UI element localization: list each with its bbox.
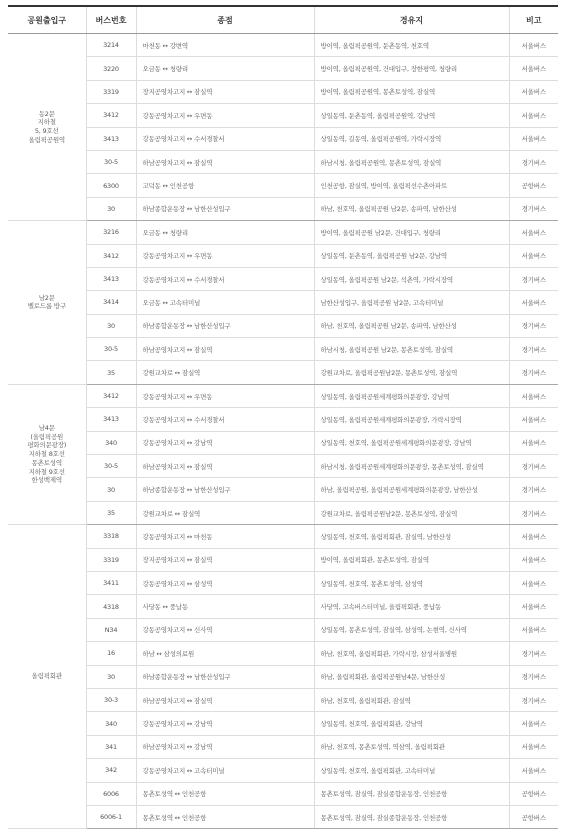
table-row	[8, 197, 558, 220]
via-cell: 방이역, 올림픽공원역, 건대입구, 장한평역, 청량리	[314, 57, 509, 80]
note-cell: 서울버스	[509, 548, 558, 571]
note-cell: 경기버스	[509, 361, 558, 384]
table-row	[8, 665, 558, 688]
via-cell: 하남시청, 올림픽공원역, 몽촌토성역, 잠실역	[314, 150, 509, 173]
terminal-cell: 강동공영차고지 ↔ 마천동	[136, 525, 314, 548]
note-cell: 서울버스	[509, 571, 558, 594]
table-row	[8, 618, 558, 641]
bus-number-cell: 3319	[86, 80, 136, 103]
bus-number-cell: 6006	[86, 782, 136, 805]
via-cell: 하남, 천호역, 올림픽공원 남2문, 송파역, 남한산성	[314, 197, 509, 220]
gate-line: 5, 9호선	[34, 127, 59, 136]
note-cell: 서울버스	[509, 712, 558, 735]
bus-number-cell: 3411	[86, 571, 136, 594]
bus-number-cell: 30-5	[86, 338, 136, 361]
bus-route-table	[8, 5, 558, 829]
via-cell: 하남, 올림픽공원, 올림픽공원세계평화의문광장, 남한산성	[314, 478, 509, 501]
note-cell: 공항버스	[509, 174, 558, 197]
via-cell: 상일동역, 올림픽공원세계평화의문광장, 가락시장역	[314, 408, 509, 431]
bus-number-cell: 30-5	[86, 150, 136, 173]
terminal-cell: 고덕동 ↔ 인천공항	[136, 174, 314, 197]
terminal-cell: 하남공영차고지 ↔ 잠실역	[136, 338, 314, 361]
table-row	[8, 805, 558, 828]
via-cell: 남한산성입구, 올림픽공원 남2문, 고속터미널	[314, 291, 509, 314]
table-row	[8, 104, 558, 127]
table-row	[8, 548, 558, 571]
table-row	[8, 478, 558, 501]
gate-line: 평화의문광장)	[27, 441, 67, 450]
table-body	[8, 34, 558, 829]
table-row	[8, 525, 558, 548]
note-cell: 서울버스	[509, 525, 558, 548]
via-cell: 상일동역, 길동역, 올림픽공원역, 가락시장역	[314, 127, 509, 150]
bus-number-cell: 3412	[86, 244, 136, 267]
gate-line: 지하철	[37, 118, 56, 127]
bus-number-cell: 35	[86, 501, 136, 524]
terminal-cell: 강동공영차고지 ↔ 강남역	[136, 712, 314, 735]
note-cell: 공항버스	[509, 805, 558, 828]
table-row	[8, 291, 558, 314]
note-cell: 서울버스	[509, 244, 558, 267]
note-cell: 서울버스	[509, 34, 558, 57]
terminal-cell: 하남 ↔ 삼성의료원	[136, 642, 314, 665]
via-cell: 상일동역, 올림픽공원 남2문, 석촌역, 가락시장역	[314, 267, 509, 290]
bus-number-cell: 3414	[86, 291, 136, 314]
table-row	[8, 314, 558, 337]
note-cell: 서울버스	[509, 57, 558, 80]
table-row	[8, 221, 558, 244]
terminal-cell: 강원교차로 ↔ 잠실역	[136, 501, 314, 524]
gate-line: 벨로드롬 방구	[27, 302, 66, 311]
via-cell: 하남, 천호역, 올림픽공원 남2문, 송파역, 남한산성	[314, 314, 509, 337]
terminal-cell: 강동공영차고지 ↔ 고속터미널	[136, 759, 314, 782]
terminal-cell: 하남종합운동장 ↔ 남한산성입구	[136, 314, 314, 337]
table-row	[8, 735, 558, 758]
table-row	[8, 384, 558, 407]
via-cell: 몽촌토성역, 잠실역, 잠실종합운동장, 인천공항	[314, 805, 509, 828]
table-row	[8, 431, 558, 454]
terminal-cell: 강동공영차고지 ↔ 삼성역	[136, 571, 314, 594]
gate-cell	[8, 34, 86, 221]
terminal-cell: 하남종합운동장 ↔ 남한산성입구	[136, 665, 314, 688]
header-gate: 공원출입구	[8, 6, 86, 34]
via-cell: 하남시청, 올림픽공원세계평화의문광장, 몽촌토성역, 잠실역	[314, 455, 509, 478]
table-row	[8, 338, 558, 361]
gate-line: 올림픽공원역	[28, 135, 65, 144]
bus-number-cell: 3319	[86, 548, 136, 571]
terminal-cell: 오금동 ↔ 청량리	[136, 57, 314, 80]
note-cell: 경기버스	[509, 688, 558, 711]
via-cell: 상일동역, 천호역, 올림픽회관, 강남역	[314, 712, 509, 735]
via-cell: 상일동역, 둔촌동역, 올림픽공원 남2문, 강남역	[314, 244, 509, 267]
terminal-cell: 강동공영차고지 ↔ 수서경찰서	[136, 127, 314, 150]
bus-number-cell: 3413	[86, 408, 136, 431]
note-cell: 경기버스	[509, 338, 558, 361]
table-row	[8, 244, 558, 267]
gate-line: (올림픽공원	[30, 432, 64, 441]
table-row	[8, 150, 558, 173]
gate-line: 남4문	[38, 423, 55, 432]
terminal-cell: 하남종합운동장 ↔ 남한산성입구	[136, 478, 314, 501]
terminal-cell: 하남공영차고지 ↔ 잠실역	[136, 455, 314, 478]
note-cell: 서울버스	[509, 127, 558, 150]
bus-number-cell: 30	[86, 314, 136, 337]
via-cell: 방이역, 올림픽공원역, 둔촌동역, 천호역	[314, 34, 509, 57]
via-cell: 하남, 천호역, 몽촌토성역, 역삼역, 올림픽회관	[314, 735, 509, 758]
gate-line: 동2문	[38, 109, 55, 118]
via-cell: 하남, 천호역, 올림픽회관, 잠실역	[314, 688, 509, 711]
note-cell: 서울버스	[509, 431, 558, 454]
note-cell: 서울버스	[509, 80, 558, 103]
header-bus-number: 버스번호	[86, 6, 136, 34]
via-cell: 강원교차로, 올림픽공원남2문, 몽촌토성역, 잠실역	[314, 501, 509, 524]
terminal-cell: 하남종합운동장 ↔ 남한산성입구	[136, 197, 314, 220]
via-cell: 하남, 천호역, 올림픽회관, 가락시장, 삼성서울병원	[314, 642, 509, 665]
table-row	[8, 57, 558, 80]
gate-cell	[8, 525, 86, 829]
table-row	[8, 455, 558, 478]
terminal-cell: 몽촌토성역 ↔ 인천공항	[136, 805, 314, 828]
bus-number-cell: 30-5	[86, 455, 136, 478]
terminal-cell: 하남공영차고지 ↔ 강남역	[136, 735, 314, 758]
terminal-cell: 사당동 ↔ 풍납동	[136, 595, 314, 618]
via-cell: 몽촌토성역, 잠실역, 잠실종합운동장, 인천공항	[314, 782, 509, 805]
note-cell: 서울버스	[509, 595, 558, 618]
header-terminal: 종점	[136, 6, 314, 34]
bus-number-cell: 3214	[86, 34, 136, 57]
table-row	[8, 501, 558, 524]
via-cell: 상일동역, 천호역, 올림픽공원세계평화의문광장, 강남역	[314, 431, 509, 454]
note-cell: 서울버스	[509, 618, 558, 641]
table-row	[8, 759, 558, 782]
table-row	[8, 595, 558, 618]
gate-line: 올림픽회관	[31, 672, 62, 681]
via-cell: 강원교차로, 올림픽공원남2문, 몽촌토성역, 잠실역	[314, 361, 509, 384]
bus-number-cell: 6006-1	[86, 805, 136, 828]
via-cell: 하남, 올림픽회관, 올림픽공원남4문, 남한산성	[314, 665, 509, 688]
table-row	[8, 782, 558, 805]
header-note: 비고	[509, 6, 558, 34]
bus-number-cell: 30	[86, 665, 136, 688]
note-cell: 서울버스	[509, 291, 558, 314]
terminal-cell: 강동공영차고지 ↔ 수서경찰서	[136, 267, 314, 290]
bus-number-cell: 3412	[86, 384, 136, 407]
gate-line: 한성백제역	[31, 476, 62, 485]
via-cell: 사당역, 고속버스터미널, 올림픽회관, 풍납동	[314, 595, 509, 618]
terminal-cell: 오금동 ↔ 청량리	[136, 221, 314, 244]
bus-number-cell: 3412	[86, 104, 136, 127]
table-row	[8, 127, 558, 150]
bus-number-cell: N34	[86, 618, 136, 641]
note-cell: 경기버스	[509, 501, 558, 524]
via-cell: 방이역, 올림픽공원 남2문, 건대입구, 청량리	[314, 221, 509, 244]
via-cell: 인천공항, 잠실역, 방이역, 올림픽선수촌아파트	[314, 174, 509, 197]
note-cell: 서울버스	[509, 384, 558, 407]
header-via: 경유지	[314, 6, 509, 34]
table-row	[8, 34, 558, 57]
note-cell: 경기버스	[509, 665, 558, 688]
bus-number-cell: 4318	[86, 595, 136, 618]
terminal-cell: 마천동 ↔ 강변역	[136, 34, 314, 57]
note-cell: 경기버스	[509, 197, 558, 220]
note-cell: 서울버스	[509, 735, 558, 758]
bus-number-cell: 3413	[86, 127, 136, 150]
gate-line: 몽촌토성역	[31, 458, 62, 467]
note-cell: 경기버스	[509, 478, 558, 501]
note-cell: 서울버스	[509, 759, 558, 782]
via-cell: 상일동역, 천호역, 올림픽회관, 고속터미널	[314, 759, 509, 782]
table-row	[8, 361, 558, 384]
bus-number-cell: 30	[86, 197, 136, 220]
via-cell: 방이역, 올림픽회관, 몽촌토성역, 잠실역	[314, 548, 509, 571]
terminal-cell: 강동공영차고지 ↔ 신사역	[136, 618, 314, 641]
via-cell: 하남시청, 올림픽공원 남2문, 몽촌토성역, 잠실역	[314, 338, 509, 361]
table-row	[8, 80, 558, 103]
note-cell: 경기버스	[509, 455, 558, 478]
via-cell: 상일동역, 둔촌동역, 올림픽공원역, 강남역	[314, 104, 509, 127]
terminal-cell: 강동공영차고지 ↔ 우면동	[136, 384, 314, 407]
note-cell: 경기버스	[509, 267, 558, 290]
bus-number-cell: 340	[86, 431, 136, 454]
terminal-cell: 강동공영차고지 ↔ 강남역	[136, 431, 314, 454]
terminal-cell: 강동공영차고지 ↔ 우면동	[136, 104, 314, 127]
via-cell: 상일동역, 몽촌토성역, 잠실역, 삼성역, 논현역, 신사역	[314, 618, 509, 641]
note-cell: 경기버스	[509, 314, 558, 337]
note-cell: 경기버스	[509, 642, 558, 665]
terminal-cell: 강동공영차고지 ↔ 수서경찰서	[136, 408, 314, 431]
table-row	[8, 688, 558, 711]
bus-number-cell: 342	[86, 759, 136, 782]
table-row	[8, 642, 558, 665]
terminal-cell: 강원교차로 ↔ 잠실역	[136, 361, 314, 384]
note-cell: 서울버스	[509, 104, 558, 127]
terminal-cell: 오금동 ↔ 고속터미널	[136, 291, 314, 314]
via-cell: 상일동역, 천호역, 몽촌토성역, 삼성역	[314, 571, 509, 594]
bus-number-cell: 30	[86, 478, 136, 501]
bus-number-cell: 16	[86, 642, 136, 665]
table-row	[8, 267, 558, 290]
via-cell: 상일동역, 올림픽공원세계평화의문광장, 강남역	[314, 384, 509, 407]
note-cell: 경기버스	[509, 150, 558, 173]
note-cell: 서울버스	[509, 408, 558, 431]
table-row	[8, 712, 558, 735]
via-cell: 방이역, 올림픽공원역, 몽촌토성역, 잠실역	[314, 80, 509, 103]
bus-number-cell: 3216	[86, 221, 136, 244]
bus-number-cell: 30-3	[86, 688, 136, 711]
gate-line: 남2문	[38, 293, 55, 302]
bus-number-cell: 3220	[86, 57, 136, 80]
terminal-cell: 하남공영차고지 ↔ 잠실역	[136, 150, 314, 173]
note-cell: 공항버스	[509, 782, 558, 805]
gate-cell	[8, 221, 86, 385]
table-row	[8, 408, 558, 431]
bus-number-cell: 341	[86, 735, 136, 758]
terminal-cell: 장지공영차고지 ↔ 잠실역	[136, 80, 314, 103]
bus-number-cell: 3318	[86, 525, 136, 548]
terminal-cell: 장지공영차고지 ↔ 잠실역	[136, 548, 314, 571]
bus-number-cell: 6300	[86, 174, 136, 197]
bus-number-cell: 3413	[86, 267, 136, 290]
gate-line: 지하철 9호선	[28, 467, 65, 476]
gate-cell	[8, 384, 86, 524]
gate-line: 지하철 8호선	[28, 450, 65, 459]
terminal-cell: 하남공영차고지 ↔ 잠실역	[136, 688, 314, 711]
via-cell: 상일동역, 천호역, 올림픽회관, 잠실역, 남한산성	[314, 525, 509, 548]
terminal-cell: 몽촌토성역 ↔ 인천공항	[136, 782, 314, 805]
table-header-row	[8, 6, 558, 34]
table-row	[8, 571, 558, 594]
table-row	[8, 174, 558, 197]
bus-number-cell: 340	[86, 712, 136, 735]
bus-number-cell: 35	[86, 361, 136, 384]
terminal-cell: 강동공영차고지 ↔ 우면동	[136, 244, 314, 267]
note-cell: 서울버스	[509, 221, 558, 244]
